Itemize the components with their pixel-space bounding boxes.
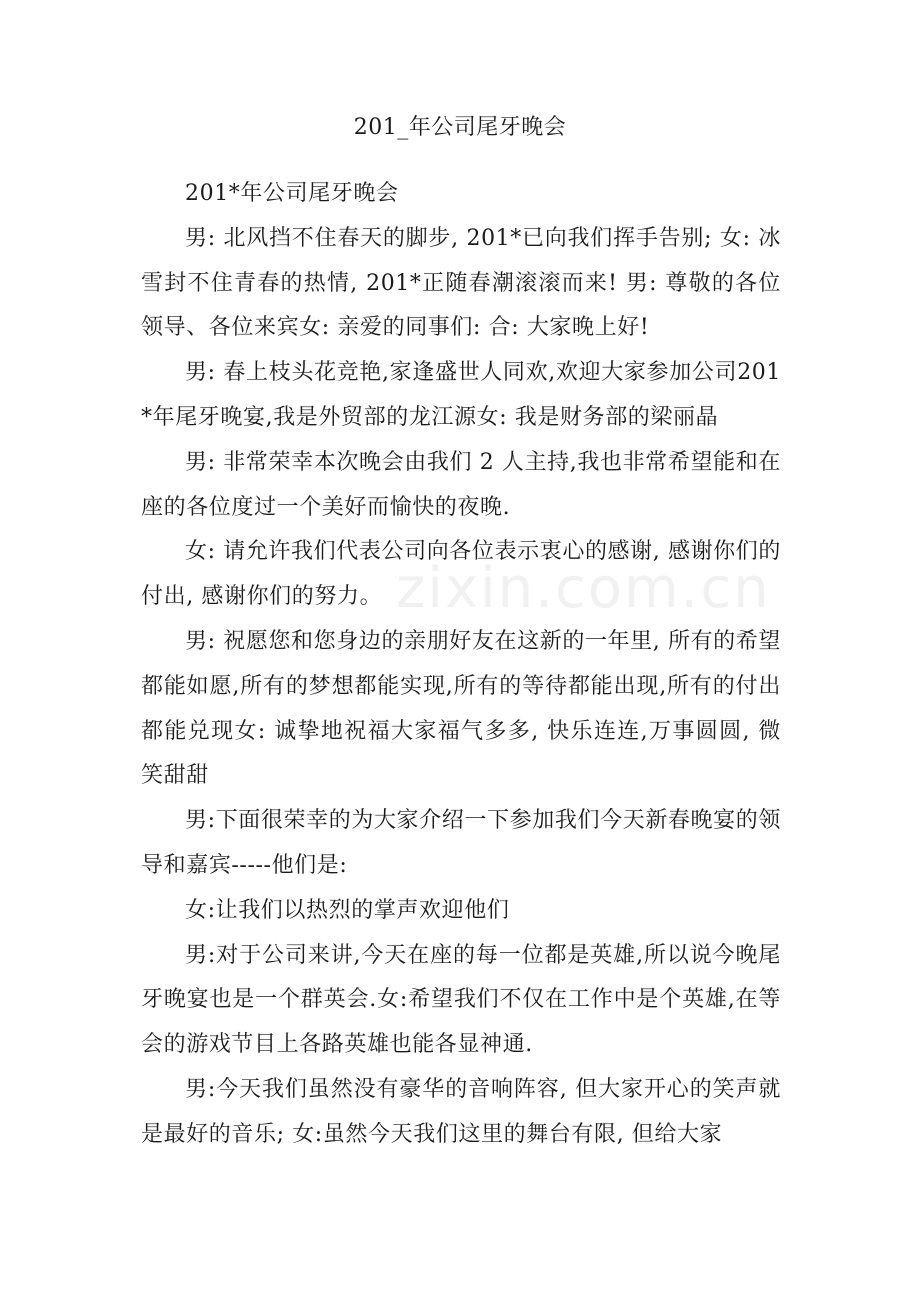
paragraph: 201*年公司尾牙晚会 xyxy=(185,181,399,206)
watermark: zixin.com.cn xyxy=(396,556,771,621)
paragraph: 男: 祝愿您和您身边的亲朋好友在这新的一年里, 所有的希望都能如愿,所有的梦想都能实现,所有的等待都能出现,所有的付出都能兑现女: 诚挚地祝福大家福气多多, 快乐连连,万事圆圆, 微笑甜甜 xyxy=(141,628,781,789)
paragraph: 男:今天我们虽然没有豪华的音响阵容, 但大家开心的笑声就是最好的音乐; 女:虽然今天我们这里的舞台有限, 但给大家 xyxy=(141,1076,781,1147)
paragraph: 女: 请允许我们代表公司向各位表示衷心的感谢, 感谢你们的付出, 感谢你们的努力。 xyxy=(141,539,781,610)
document-title: 201_年公司尾牙晚会 xyxy=(353,115,567,140)
paragraph: 男: 非常荣幸本次晚会由我们 2 人主持,我也非常希望能和在座的各位度过一个美好而愉快的夜晚. xyxy=(141,449,781,520)
document-body xyxy=(141,172,781,1158)
paragraph: 男:对于公司来讲,今天在座的每一位都是英雄,所以说今晚尾牙晚宴也是一个群英会.女:希望我们不仅在工作中是个英雄,在等会的游戏节目上各路英雄也能各显神通. xyxy=(141,942,781,1058)
paragraph: 男:下面很荣幸的为大家介绍一下参加我们今天新春晚宴的领导和嘉宾-----他们是: xyxy=(141,808,781,878)
paragraph: 男: 春上枝头花竞艳,家逢盛世人同欢,欢迎大家参加公司201*年尾牙晚宴,我是外贸部的龙江源女: 我是财务部的梁丽晶 xyxy=(141,360,781,430)
paragraph: 女:让我们以热烈的掌声欢迎他们 xyxy=(185,897,510,923)
paragraph: 男: 北风挡不住春天的脚步, 201*已向我们挥手告别; 女: 冰雪封不住青春的热情, 201*正随春潮滚滚而来! 男: 尊敬的各位领导、各位来宾女: 亲爱的同事们: 合: 大家晚上好! xyxy=(141,225,781,341)
